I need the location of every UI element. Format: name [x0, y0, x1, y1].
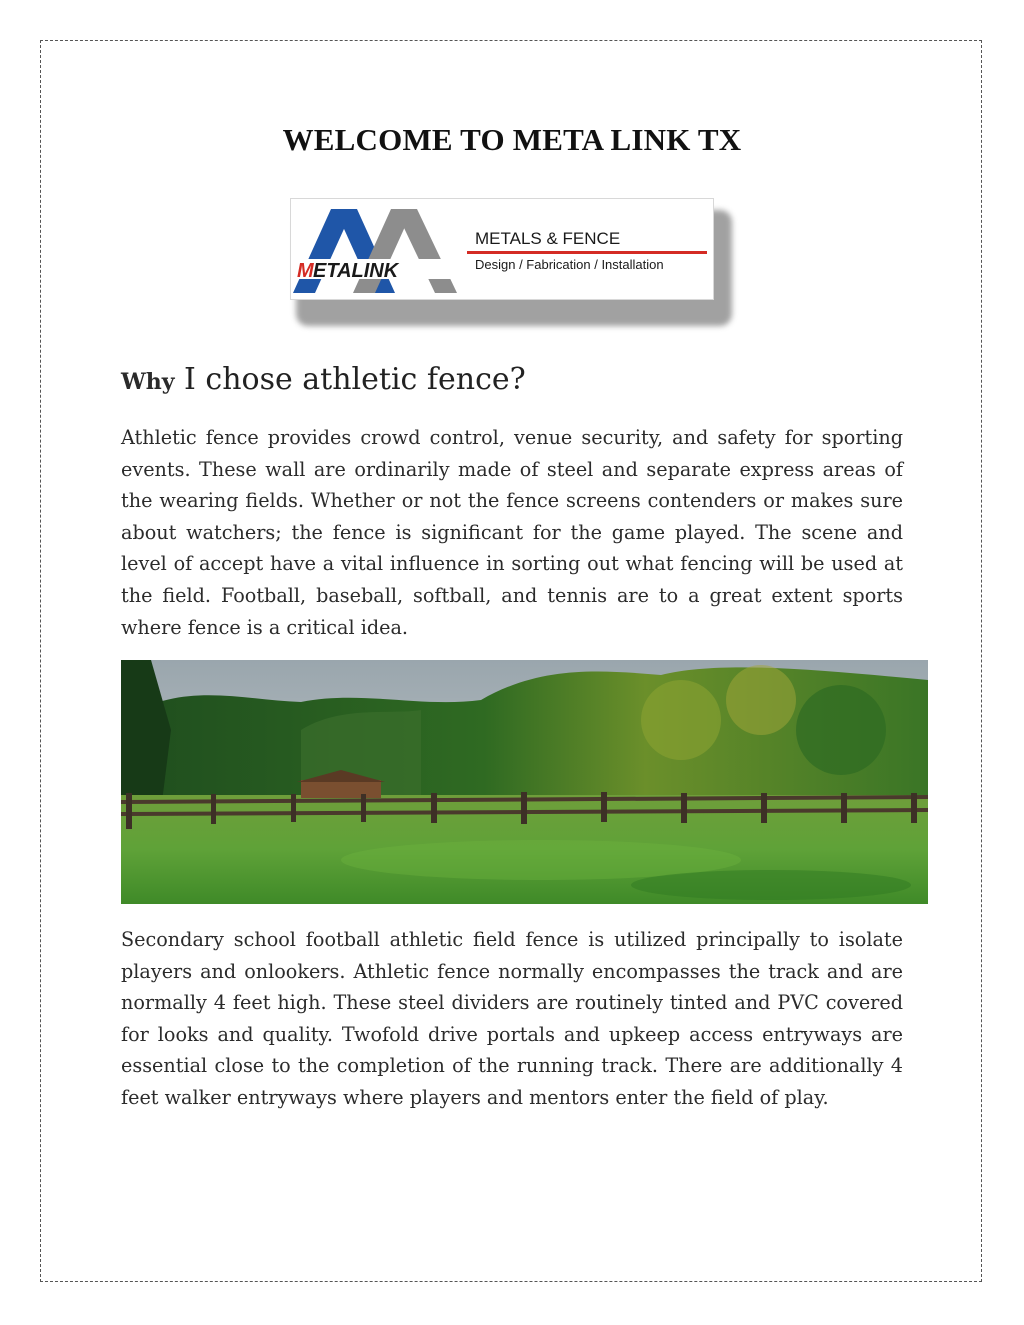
- fenced-field-photo: [121, 660, 928, 904]
- field-photo-icon: [121, 660, 928, 904]
- company-logo: [290, 198, 732, 300]
- svg-text:M: M: [297, 260, 314, 282]
- metalink-logo-icon: [291, 199, 713, 299]
- paragraph-intro: Athletic fence provides crowd control, venue security, and safety for sporting events. These wall are ordinarily made of steel and separate express areas of the wearing fields. Whether or not the fence screens contenders or makes sure about watchers; the fence is significant for the game played. The scene and level of accept have a vital influence in sorting out what fencing will be used at the field. Football, baseball, softball, and tennis are to a great extent sports where fence is a critical idea.: [121, 426, 903, 639]
- heading-why: Why: [121, 369, 175, 395]
- section-heading: [121, 362, 526, 397]
- paragraph-details: Secondary school football athletic field fence is utilized principally to isolate players and onlookers. Athletic fence normally encompasses the track and are normally 4 feet high. These steel dividers are routinely tinted and PVC covered for looks and quality. Twofold drive portals and upkeep access entryways are essential close to the completion of the running track. There are additionally 4 feet walker entryways where players and mentors enter the field of play.: [121, 928, 903, 1109]
- svg-text:Design / Fabrication / Install: Design / Fabrication / Installation: [475, 257, 664, 272]
- page-title: WELCOME TO META LINK TX: [282, 122, 742, 157]
- svg-text:METALS & FENCE: METALS & FENCE: [475, 229, 621, 248]
- heading-rest: I chose athletic fence?: [174, 362, 526, 397]
- logo-card: [290, 198, 714, 300]
- svg-text:ETALINK: ETALINK: [313, 260, 399, 282]
